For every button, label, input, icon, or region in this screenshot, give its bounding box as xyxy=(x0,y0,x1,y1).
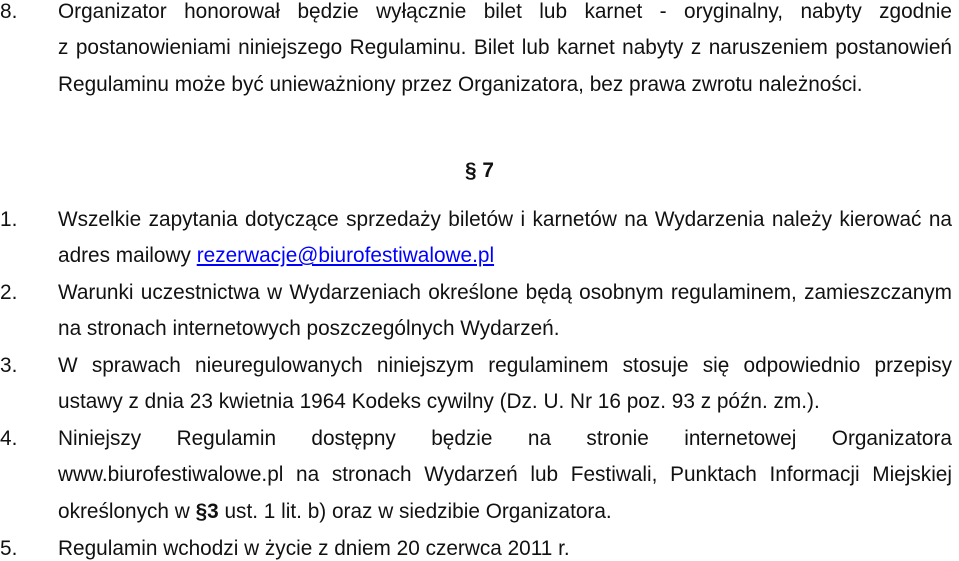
email-link[interactable]: rezerwacje@biurofestiwalowe.pl xyxy=(196,244,495,268)
section-heading: § 7 xyxy=(465,158,494,182)
item-text xyxy=(58,537,952,560)
section-reference: §3 xyxy=(195,499,219,523)
item-number: 3. xyxy=(0,353,18,377)
item-line xyxy=(58,494,952,531)
item-line: Warunki uczestnictwa w Wydarzeniach określone będą osobnym regulaminem, zamieszczanym xyxy=(58,280,952,304)
item-line: Regulamin wchodzi w życie z dniem 20 czerwca 2011 r. xyxy=(58,537,570,561)
regulation-item-5 xyxy=(0,537,959,560)
item-text xyxy=(58,275,952,348)
email-label: adres mailowy xyxy=(58,244,191,268)
item-line: Niniejszy Regulamin dostępny będzie na stronie internetowej Organizatora xyxy=(58,426,952,450)
item-line: Organizator honorował będzie wyłącznie bilet lub karnet - oryginalny, nabyty zgodnie xyxy=(58,0,952,23)
item-line xyxy=(58,238,952,275)
item-line: Regulaminu może być unieważniony przez Organizatora, bez prawa zwrotu należności. xyxy=(58,72,863,96)
item-number: 2. xyxy=(0,280,18,304)
item-line: z postanowieniami niniejszego Regulaminu. Bilet lub karnet nabyty z naruszeniem postanowień xyxy=(58,36,952,60)
item-number: 8. xyxy=(0,0,18,23)
regulation-item-2 xyxy=(0,275,959,348)
item-line: www.biurofestiwalowe.pl na stronach Wydarzeń lub Festiwali, Punktach Informacji Miejskiej xyxy=(58,463,952,487)
line-suffix: ust. 1 lit. b) oraz w siedzibie Organizatora. xyxy=(224,499,612,523)
item-text xyxy=(58,421,952,531)
line-prefix: określonych w xyxy=(58,499,190,523)
regulation-item-1 xyxy=(0,202,959,275)
item-number: 5. xyxy=(0,537,18,561)
item-text xyxy=(58,0,952,103)
item-line: Wszelkie zapytania dotyczące sprzedaży biletów i karnetów na Wydarzenia należy kierować na xyxy=(58,207,952,231)
item-line: na stronach internetowych poszczególnych Wydarzeń. xyxy=(58,317,560,341)
regulation-item-4 xyxy=(0,421,959,531)
item-line: ustawy z dnia 23 kwietnia 1964 Kodeks cywilny (Dz. U. Nr 16 poz. 93 z późn. zm.). xyxy=(58,390,820,414)
regulation-item-8 xyxy=(0,0,959,103)
item-number: 1. xyxy=(0,207,18,231)
regulation-item-3 xyxy=(0,348,959,421)
item-number: 4. xyxy=(0,426,18,450)
item-line: W sprawach nieuregulowanych niniejszym regulaminem stosuje się odpowiednio przepisy xyxy=(58,353,952,377)
item-text xyxy=(58,202,952,275)
item-text xyxy=(58,348,952,421)
